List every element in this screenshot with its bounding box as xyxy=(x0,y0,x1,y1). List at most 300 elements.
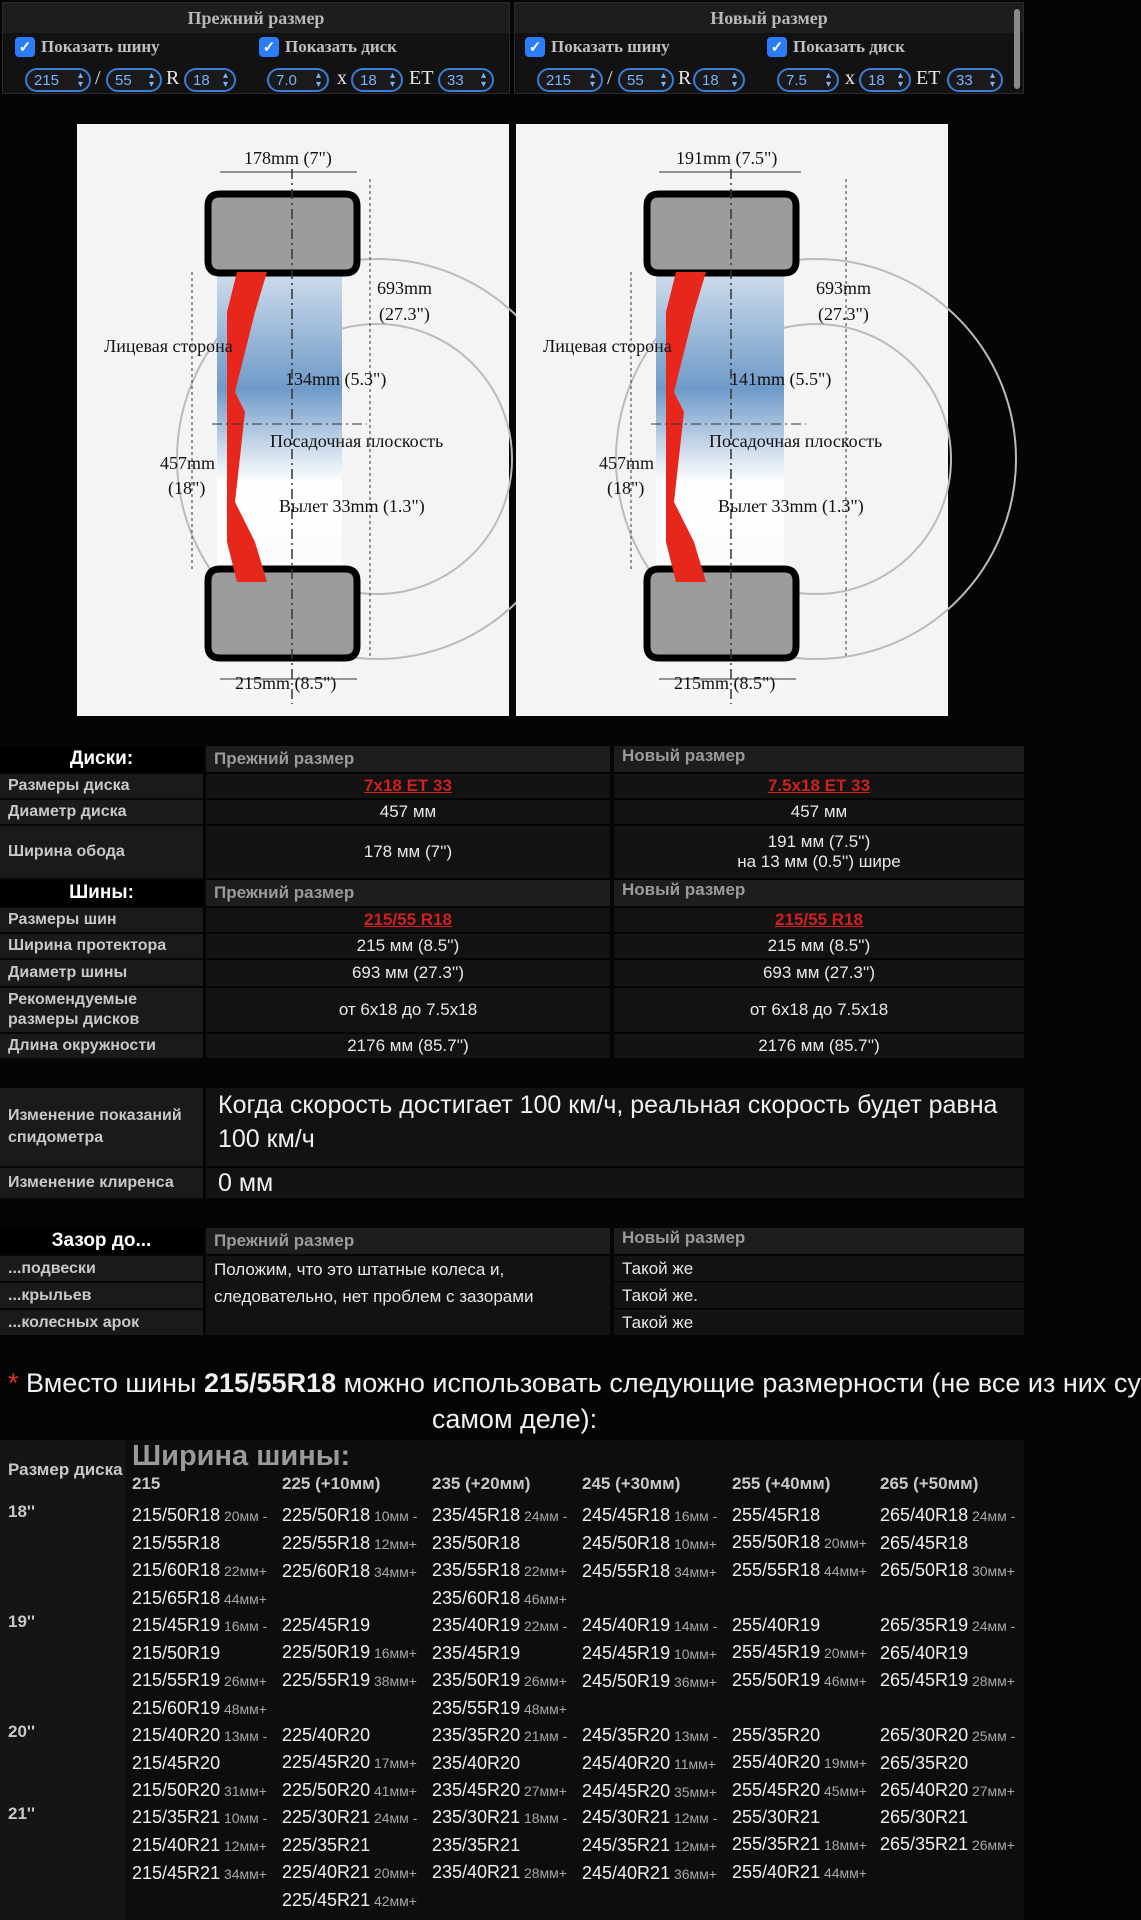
alt-size-diff: 11мм+ xyxy=(670,1756,716,1772)
show-disk-old-checkbox[interactable] xyxy=(259,37,397,57)
disks-col-new: Новый размер xyxy=(614,746,1024,772)
alt-size-diff: 25мм - xyxy=(968,1728,1016,1744)
alt-size-diff: 48мм+ xyxy=(520,1701,567,1717)
alt-pre: Вместо шины xyxy=(26,1368,197,1398)
alt-col-215: 215 xyxy=(132,1474,161,1493)
alt-size-value: 245/50R19 xyxy=(582,1671,671,1691)
alt-size-item xyxy=(880,1804,1015,1831)
alt-size-value: 245/50R18 xyxy=(582,1533,671,1553)
alt-cell xyxy=(582,1804,717,1888)
checkmark-icon: ✓ xyxy=(259,37,279,57)
new-disk-diameter-select[interactable]: 18 ▴ ▾ xyxy=(859,68,911,92)
new-tire-width-select[interactable]: 215 ▴ ▾ xyxy=(537,68,603,92)
alt-size-value: 235/55R18 xyxy=(432,1560,521,1580)
updown-icon: ▴ ▾ xyxy=(731,70,737,90)
alt-size-item xyxy=(582,1668,717,1696)
alt-size-value: 215/35R21 xyxy=(132,1807,221,1827)
alt-size-value: 225/55R18 xyxy=(282,1533,371,1553)
alt-size-item xyxy=(732,1639,867,1667)
tread-width-old: 215 мм (8.5'') xyxy=(206,934,610,958)
rim-width-old: 178 мм (7'') xyxy=(206,826,610,878)
alt-size-value: 265/30R21 xyxy=(880,1807,969,1827)
old-disk-et-select[interactable]: 33 ▴ ▾ xyxy=(438,68,494,92)
alt-size-item xyxy=(432,1722,567,1750)
new-panel-title: Новый размер xyxy=(515,3,1023,33)
gap-suspension-new: Такой же xyxy=(614,1256,1024,1281)
alt-size-diff: 44мм+ xyxy=(220,1591,267,1607)
alt-size-value: 265/40R20 xyxy=(880,1780,969,1800)
alt-size-diff: 14мм - xyxy=(670,1618,718,1634)
new-tire-diameter-mm: 693mm xyxy=(816,278,872,298)
old-size-panel xyxy=(2,2,510,94)
alt-size-item xyxy=(282,1530,417,1558)
updown-icon: ▴ ▾ xyxy=(897,70,903,90)
disks-section-title: Диски: xyxy=(0,746,203,772)
speedo-value: Когда скорость достигает 100 км/ч, реальная скорость будет равна 100 км/ч xyxy=(206,1088,1024,1166)
alt-size-item xyxy=(132,1640,267,1667)
alt-size-value: 255/45R18 xyxy=(732,1505,821,1525)
old-tire-profile-select[interactable]: 55 ▴ ▾ xyxy=(106,68,162,92)
alt-col-265: 265 (+50мм) xyxy=(880,1474,979,1493)
alt-size-value: 225/55R19 xyxy=(282,1670,371,1690)
alt-size-value: 225/45R21 xyxy=(282,1890,371,1910)
disk-size-old-link[interactable]: 7x18 ET 33 xyxy=(364,776,452,795)
alt-size-value: 215/40R20 xyxy=(132,1725,221,1745)
recommended-disks-label: Рекомендуемые размеры дисков xyxy=(0,988,203,1032)
alt-size-diff: 16мм - xyxy=(670,1508,718,1524)
circumference-new: 2176 мм (85.7'') xyxy=(614,1034,1024,1058)
alt-size-value: 225/35R21 xyxy=(282,1835,371,1855)
alt-size-value: 215/65R18 xyxy=(132,1588,221,1608)
updown-icon: ▴ ▾ xyxy=(77,70,83,90)
alt-size-item xyxy=(432,1750,567,1777)
gap-col-old: Прежний размер xyxy=(206,1228,610,1254)
alt-size-diff: 46мм+ xyxy=(520,1591,567,1607)
alt-size-diff: 45мм+ xyxy=(820,1783,867,1799)
updown-icon: ▴ ▾ xyxy=(389,70,395,90)
alt-size-value: 235/50R18 xyxy=(432,1533,521,1553)
old-disk-width-select[interactable]: 7.0 ▴ ▾ xyxy=(267,68,329,92)
updown-icon: ▴ ▾ xyxy=(989,70,995,90)
new-tire-rim-select[interactable]: 18 ▴ ▾ xyxy=(693,68,745,92)
circumference-old: 2176 мм (85.7'') xyxy=(206,1034,610,1058)
alt-size-item xyxy=(732,1722,867,1749)
alt-size-item xyxy=(282,1777,417,1805)
alt-size-value: 235/55R19 xyxy=(432,1698,521,1718)
alt-size-item xyxy=(732,1557,867,1585)
alt-size-item xyxy=(880,1777,1015,1805)
gap-section-title: Зазор до... xyxy=(0,1228,203,1254)
alt-size-item xyxy=(732,1502,867,1529)
alt-cell xyxy=(582,1502,717,1586)
alt-size-diff: 13мм - xyxy=(220,1728,268,1744)
alt-size-value: 255/50R19 xyxy=(732,1670,821,1690)
alt-size-value: 265/50R18 xyxy=(880,1560,969,1580)
new-rim-diameter-mm: 457mm xyxy=(599,453,655,473)
updown-icon: ▴ ▾ xyxy=(660,70,666,90)
old-wheel-diagram xyxy=(77,124,509,716)
tire-size-label: Размеры шин xyxy=(0,908,203,932)
panel-scrollbar[interactable] xyxy=(1014,9,1020,89)
alt-size-item xyxy=(582,1860,717,1888)
alt-size-diff: 10мм+ xyxy=(670,1646,717,1662)
rim-width-label: Ширина обода xyxy=(0,826,203,878)
alt-size-item xyxy=(432,1777,567,1805)
alt-size-item xyxy=(132,1502,267,1530)
alt-size-item xyxy=(282,1832,417,1859)
recommended-disks-new: от 6x18 до 7.5x18 xyxy=(614,988,1024,1032)
new-wheel-diagram xyxy=(516,124,948,716)
alt-col-225: 225 (+10мм) xyxy=(282,1474,381,1493)
alt-size-item xyxy=(582,1640,717,1668)
old-mount-label: Посадочная плоскость xyxy=(270,431,444,451)
alt-size-item xyxy=(282,1639,417,1667)
alt-size-value: 235/45R18 xyxy=(432,1505,521,1525)
alt-size-value: 215/45R21 xyxy=(132,1863,221,1883)
alt-size-item xyxy=(732,1777,867,1805)
alt-size-item xyxy=(582,1502,717,1530)
alt-size-value: 235/30R21 xyxy=(432,1807,521,1827)
alt-size-value: 255/35R21 xyxy=(732,1834,821,1854)
alt-size-item xyxy=(282,1749,417,1777)
alt-size-item xyxy=(282,1804,417,1832)
alt-size-value: 235/60R18 xyxy=(432,1588,521,1608)
alt-cell xyxy=(732,1502,867,1585)
alt-size-diff: 36мм+ xyxy=(670,1866,717,1882)
alt-row-header: Размер диска xyxy=(8,1460,123,1479)
alt-size-value: 225/45R20 xyxy=(282,1752,371,1772)
alt-size-item xyxy=(132,1557,267,1585)
alt-size-value: 235/35R21 xyxy=(432,1835,521,1855)
alt-size-value: 235/40R21 xyxy=(432,1862,521,1882)
alt-size-diff: 34мм+ xyxy=(370,1564,417,1580)
alt-rim-18: 18'' xyxy=(8,1502,35,1521)
alt-size-item xyxy=(732,1804,867,1831)
show-tire-new-checkbox[interactable] xyxy=(525,37,670,57)
alt-size-item xyxy=(132,1612,267,1640)
tire-diameter-new: 693 мм (27.3'') xyxy=(614,960,1024,986)
alt-size-diff: 28мм+ xyxy=(520,1865,567,1881)
slash-separator: / xyxy=(95,67,101,89)
gap-fenders-new: Такой же. xyxy=(614,1283,1024,1308)
new-mount-label: Посадочная плоскость xyxy=(709,431,883,451)
alt-size-value: 215/50R20 xyxy=(132,1780,221,1800)
alt-size-item xyxy=(432,1695,567,1723)
new-tire-diameter-in: (27.3") xyxy=(818,304,869,324)
alt-size-item xyxy=(880,1640,1015,1667)
alt-size-item xyxy=(732,1612,867,1639)
alt-size-value: 245/40R21 xyxy=(582,1863,671,1883)
alt-size-item xyxy=(132,1860,267,1888)
alt-size-diff: 18мм - xyxy=(520,1810,568,1826)
alt-size-item xyxy=(582,1558,717,1586)
checkmark-icon: ✓ xyxy=(525,37,545,57)
new-face-label: Лицевая сторона xyxy=(543,336,672,356)
new-bolt-label: 141mm (5.5") xyxy=(730,369,832,389)
disk-diameter-label: Диаметр диска xyxy=(0,800,203,824)
alt-size-value: 245/35R21 xyxy=(582,1835,671,1855)
alt-size-item xyxy=(880,1502,1015,1530)
speedo-label: Изменение показаний спидометра xyxy=(0,1088,203,1166)
new-tire-profile-select[interactable]: 55 ▴ ▾ xyxy=(618,68,674,92)
alt-size-value: 225/30R21 xyxy=(282,1807,371,1827)
alt-size-diff: 20мм - xyxy=(220,1508,268,1524)
alt-size-diff: 41мм+ xyxy=(370,1783,417,1799)
updown-icon: ▴ ▾ xyxy=(589,70,595,90)
alt-size-item xyxy=(582,1722,717,1750)
new-rim-width-label: 191mm (7.5") xyxy=(676,148,778,168)
alt-size-value: 225/40R21 xyxy=(282,1862,371,1882)
alt-size-value: 245/40R19 xyxy=(582,1615,671,1635)
old-bolt-label: 134mm (5.3") xyxy=(285,369,387,389)
alt-size-diff: 27мм+ xyxy=(968,1783,1015,1799)
tires-col-new: Новый размер xyxy=(614,880,1024,906)
alt-size-diff: 22мм - xyxy=(520,1618,568,1634)
et-label: ET xyxy=(409,67,434,89)
clearance-value: 0 мм xyxy=(206,1168,1024,1198)
alt-size-item xyxy=(282,1558,417,1586)
alt-size-value: 265/35R21 xyxy=(880,1834,969,1854)
show-tire-new-label: Показать шину xyxy=(551,37,670,56)
updown-icon: ▴ ▾ xyxy=(222,70,228,90)
alt-size-item xyxy=(432,1640,567,1667)
alt-size-item xyxy=(880,1750,1015,1777)
alt-size-item xyxy=(732,1859,867,1887)
alt-cell xyxy=(282,1502,417,1586)
alt-size-diff: 46мм+ xyxy=(820,1673,867,1689)
show-disk-new-checkbox[interactable] xyxy=(767,37,905,57)
gap-arches-new: Такой же xyxy=(614,1310,1024,1335)
alt-star: * xyxy=(8,1368,19,1398)
old-rim-diameter-in: (18") xyxy=(168,478,206,498)
alt-size-diff: 24мм - xyxy=(370,1810,418,1826)
alt-size-item xyxy=(432,1530,567,1557)
alt-size-value: 265/40R19 xyxy=(880,1643,969,1663)
alt-size-value: 215/60R18 xyxy=(132,1560,221,1580)
alt-size-value: 215/45R19 xyxy=(132,1615,221,1635)
alt-size-item xyxy=(880,1557,1015,1585)
tire-size-new-link[interactable]: 215/55 R18 xyxy=(775,910,863,929)
alt-size-value: 245/45R19 xyxy=(582,1643,671,1663)
alt-size-value: 245/45R20 xyxy=(582,1781,671,1801)
alt-size-value: 265/35R19 xyxy=(880,1615,969,1635)
alt-size-value: 215/50R18 xyxy=(132,1505,221,1525)
new-disk-et-select[interactable]: 33 ▴ ▾ xyxy=(947,68,1003,92)
alt-cell xyxy=(432,1804,567,1887)
old-tire-diameter-mm: 693mm xyxy=(377,278,433,298)
show-tire-old-checkbox[interactable] xyxy=(15,37,160,57)
alt-size-item xyxy=(132,1585,267,1613)
alt-size-diff: 22мм+ xyxy=(520,1563,567,1579)
alt-size-diff: 20мм+ xyxy=(820,1535,867,1551)
alt-size-item xyxy=(132,1777,267,1805)
alt-size-value: 215/60R19 xyxy=(132,1698,221,1718)
new-tire-width-label: 215mm (8.5") xyxy=(674,673,776,693)
x-separator: x xyxy=(337,67,347,89)
alt-cell xyxy=(132,1612,267,1723)
old-rim-diameter-mm: 457mm xyxy=(160,453,216,473)
alt-size-value: 225/50R19 xyxy=(282,1642,371,1662)
alt-size-diff: 13мм - xyxy=(670,1728,718,1744)
alt-size-item xyxy=(282,1887,417,1915)
alt-size-diff: 42мм+ xyxy=(370,1893,417,1909)
alt-size-diff: 20мм+ xyxy=(370,1865,417,1881)
alt-size-item xyxy=(880,1530,1015,1557)
alt-size-diff: 36мм+ xyxy=(670,1674,717,1690)
clearance-label: Изменение клиренса xyxy=(0,1168,203,1198)
alt-size-diff: 22мм+ xyxy=(220,1563,267,1579)
alt-size-diff: 26мм+ xyxy=(520,1673,567,1689)
alt-size-diff: 48мм+ xyxy=(220,1701,267,1717)
alt-size-diff: 44мм+ xyxy=(820,1865,867,1881)
alt-size-diff: 20мм+ xyxy=(820,1645,867,1661)
alt-size-diff: 16мм+ xyxy=(370,1645,417,1661)
alt-size-diff: 19мм+ xyxy=(820,1755,867,1771)
alt-size-diff: 18мм+ xyxy=(820,1837,867,1853)
alt-size-diff: 16мм - xyxy=(220,1618,268,1634)
alt-size-diff: 27мм+ xyxy=(520,1783,567,1799)
alt-size-value: 235/40R19 xyxy=(432,1615,521,1635)
new-rim-diameter-in: (18") xyxy=(607,478,645,498)
circumference-label: Длина окружности xyxy=(0,1034,203,1058)
alt-size-diff: 12мм+ xyxy=(370,1536,417,1552)
alt-heading xyxy=(8,1368,1141,1399)
alt-size-item xyxy=(732,1529,867,1557)
gap-old-text: Положим, что это штатные колеса и, следовательно, нет проблем с зазорами xyxy=(206,1256,610,1335)
tread-width-new: 215 мм (8.5'') xyxy=(614,934,1024,958)
old-disk-diameter-select[interactable]: 18 ▴ ▾ xyxy=(351,68,403,92)
alt-size-item xyxy=(282,1722,417,1749)
updown-icon: ▴ ▾ xyxy=(315,70,321,90)
updown-icon: ▴ ▾ xyxy=(480,70,486,90)
alt-size-item xyxy=(432,1832,567,1859)
disks-col-old: Прежний размер xyxy=(206,746,610,772)
alt-size-value: 255/45R20 xyxy=(732,1780,821,1800)
alt-size-value: 245/55R18 xyxy=(582,1561,671,1581)
alt-size-value: 225/50R20 xyxy=(282,1780,371,1800)
show-disk-old-label: Показать диск xyxy=(285,37,397,56)
alt-size-value: 255/50R18 xyxy=(732,1532,821,1552)
et-label: ET xyxy=(916,67,941,89)
old-tire-diameter-in: (27.3") xyxy=(379,304,430,324)
disk-diameter-new: 457 мм xyxy=(614,800,1024,824)
alt-size-diff: 34мм+ xyxy=(220,1866,267,1882)
new-offset-label: Вылет 33mm (1.3") xyxy=(718,496,864,516)
alt-size-value: 255/30R21 xyxy=(732,1807,821,1827)
old-tire-rim-select[interactable]: 18 ▴ ▾ xyxy=(184,68,236,92)
tire-diameter-label: Диаметр шины xyxy=(0,960,203,986)
alt-col-245: 245 (+30мм) xyxy=(582,1474,681,1493)
alt-cell xyxy=(282,1722,417,1805)
alt-cell xyxy=(432,1612,567,1723)
updown-icon: ▴ ▾ xyxy=(825,70,831,90)
alt-size-diff: 24мм - xyxy=(968,1618,1016,1634)
alt-size-item xyxy=(432,1585,567,1613)
alt-cell xyxy=(880,1612,1015,1695)
gap-suspension-label: ...подвески xyxy=(0,1256,203,1281)
checkmark-icon: ✓ xyxy=(15,37,35,57)
old-offset-label: Вылет 33mm (1.3") xyxy=(279,496,425,516)
alt-size-diff: 10мм - xyxy=(220,1810,268,1826)
alt-size-value: 245/40R20 xyxy=(582,1753,671,1773)
alt-size-item xyxy=(282,1502,417,1530)
show-tire-old-label: Показать шину xyxy=(41,37,160,56)
alt-cell xyxy=(880,1502,1015,1585)
alt-size-value: 225/40R20 xyxy=(282,1725,371,1745)
tires-section-title: Шины: xyxy=(0,880,203,906)
alt-heading-line2: самом деле): xyxy=(431,1404,598,1434)
alt-size-value: 255/40R19 xyxy=(732,1615,821,1635)
alt-rim-19: 19'' xyxy=(8,1612,35,1631)
alt-size-value: 265/45R19 xyxy=(880,1670,969,1690)
alt-size-value: 265/45R18 xyxy=(880,1533,969,1553)
alt-size-item xyxy=(880,1831,1015,1859)
alt-size-diff: 26мм+ xyxy=(220,1673,267,1689)
alt-col-235: 235 (+20мм) xyxy=(432,1474,531,1493)
alt-size-item xyxy=(282,1667,417,1695)
alt-cell xyxy=(432,1502,567,1613)
alt-size-item xyxy=(880,1722,1015,1750)
alt-size-diff: 10мм+ xyxy=(670,1536,717,1552)
slash-separator: / xyxy=(607,67,613,89)
old-rim-width-label: 178mm (7") xyxy=(244,148,332,168)
alt-size-item xyxy=(432,1557,567,1585)
alt-size-value: 245/35R20 xyxy=(582,1725,671,1745)
tire-size-old-link[interactable]: 215/55 R18 xyxy=(364,910,452,929)
alt-cell xyxy=(132,1502,267,1613)
new-disk-width-select[interactable]: 7.5 ▴ ▾ xyxy=(777,68,839,92)
alt-size-diff: 12мм+ xyxy=(220,1838,267,1854)
alt-size-value: 255/40R20 xyxy=(732,1752,821,1772)
alt-size: 215/55R18 xyxy=(203,1368,337,1398)
alt-size-item xyxy=(582,1750,717,1778)
alt-cell xyxy=(132,1722,267,1805)
alt-cell xyxy=(732,1612,867,1695)
alt-size-item xyxy=(432,1612,567,1640)
alt-size-value: 225/60R18 xyxy=(282,1561,371,1581)
alt-size-item xyxy=(132,1530,267,1557)
old-tire-width-select[interactable]: 215 ▴ ▾ xyxy=(25,68,91,92)
alt-rim-21: 21'' xyxy=(8,1804,35,1823)
rim-width-new-note: на 13 мм (0.5'') шире xyxy=(737,852,901,871)
alt-size-item xyxy=(132,1804,267,1832)
old-tire-width-label: 215mm (8.5") xyxy=(235,673,337,693)
alt-size-value: 255/45R19 xyxy=(732,1642,821,1662)
alt-size-diff: 10мм - xyxy=(370,1508,418,1524)
gap-col-new: Новый размер xyxy=(614,1228,1024,1254)
alt-size-item xyxy=(432,1859,567,1887)
alt-size-item xyxy=(582,1804,717,1832)
alt-size-value: 215/45R20 xyxy=(132,1753,221,1773)
rim-width-new: 191 мм (7.5'') xyxy=(767,832,871,851)
alt-size-item xyxy=(432,1667,567,1695)
x-separator: x xyxy=(845,67,855,89)
r-separator: R xyxy=(166,67,180,89)
alt-size-item xyxy=(432,1804,567,1832)
alt-size-value: 255/55R18 xyxy=(732,1560,821,1580)
alt-size-value: 265/35R20 xyxy=(880,1753,969,1773)
alt-size-value: 215/55R19 xyxy=(132,1670,221,1690)
alt-size-item xyxy=(582,1778,717,1806)
disk-size-new-link[interactable]: 7.5x18 ET 33 xyxy=(767,776,871,795)
old-panel-title: Прежний размер xyxy=(3,3,509,33)
alt-size-item xyxy=(432,1502,567,1530)
checkmark-icon: ✓ xyxy=(767,37,787,57)
gap-arches-label: ...колесных арок xyxy=(0,1310,203,1335)
alt-size-value: 235/50R19 xyxy=(432,1670,521,1690)
alt-size-value: 215/50R19 xyxy=(132,1643,221,1663)
alt-cell xyxy=(582,1722,717,1806)
